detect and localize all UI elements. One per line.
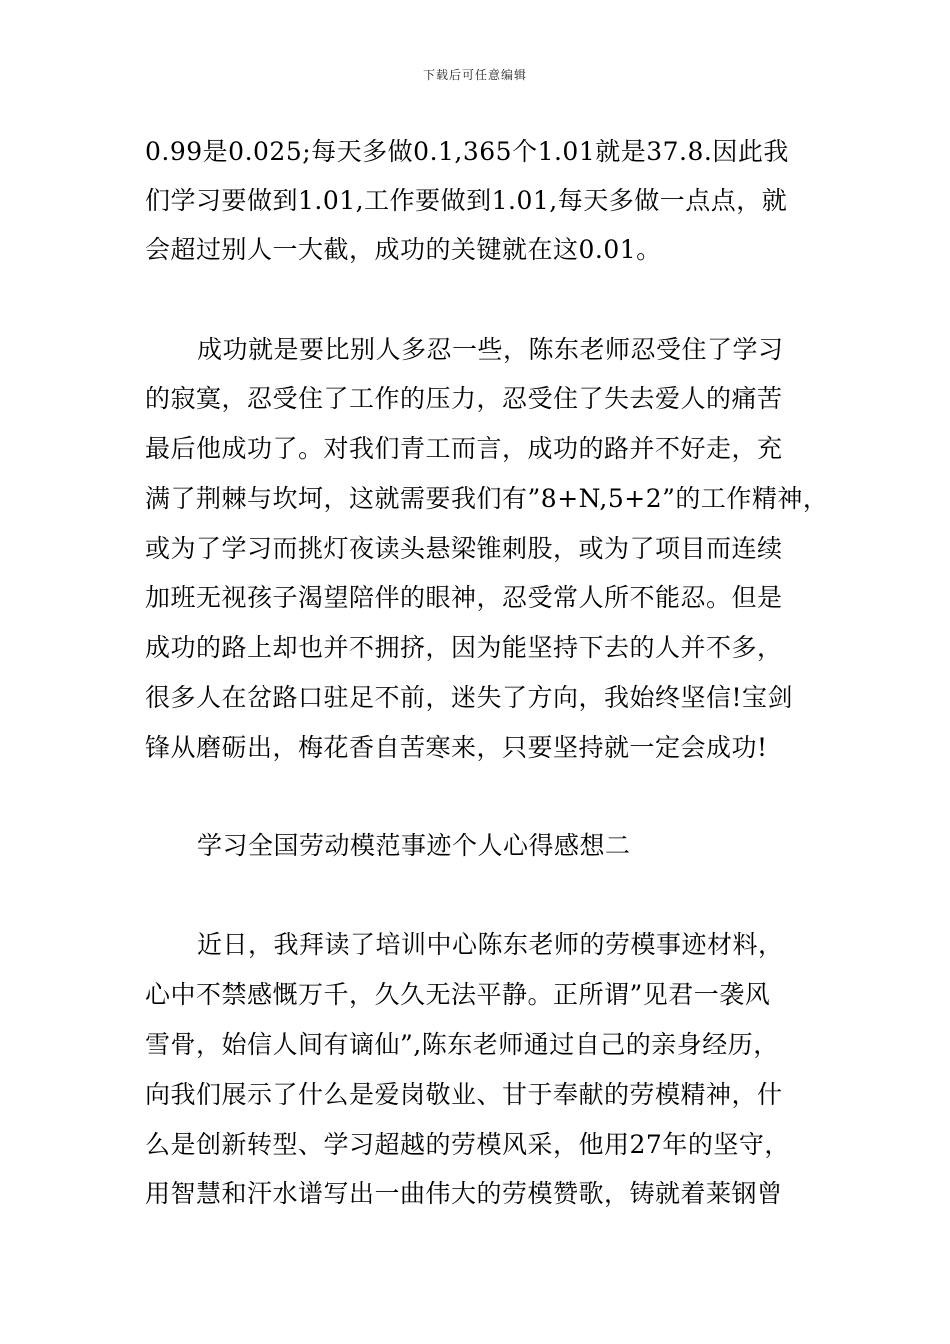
section-heading: 学习全国劳动模范事迹个人心得感想二: [197, 831, 631, 860]
paragraph-line: 雪骨，始信人间有谪仙”,陈东老师通过自己的亲身经历，: [145, 1030, 779, 1059]
paragraph-line: 锋从磨砺出，梅花香自苦寒来，只要坚持就一定会成功!: [145, 733, 768, 762]
paragraph-line: 或为了学习而挑灯夜读头悬梁锥刺股，或为了项目而连续: [145, 534, 783, 563]
paragraph-line: 会超过别人一大截，成功的关键就在这0.01。: [145, 235, 662, 264]
paragraph-line: 成功就是要比别人多忍一些，陈东老师忍受住了学习: [197, 335, 784, 364]
paragraph-line: 很多人在岔路口驻足不前，迷失了方向，我始终坚信!宝剑: [145, 683, 794, 712]
paragraph-line: 用智慧和汗水谱写出一曲伟大的劳模赞歌，铸就着莱钢曾: [145, 1179, 783, 1208]
paragraph-line: 近日，我拜读了培训中心陈东老师的劳模事迹材料，: [197, 930, 784, 959]
paragraph-line: 0.99是0.025;每天多做0.1,365个1.01就是37.8.因此我: [145, 137, 789, 166]
header-note: 下载后可任意编辑: [422, 68, 527, 82]
paragraph-line: 最后他成功了。对我们青工而言，成功的路并不好走，充: [145, 434, 783, 463]
paragraph-line: 么是创新转型、学习超越的劳模风采，他用27年的坚守，: [145, 1130, 790, 1159]
paragraph-line: 成功的路上却也并不拥挤，因为能坚持下去的人并不多，: [145, 633, 783, 662]
paragraph-line: 的寂寞，忍受住了工作的压力，忍受住了失去爱人的痛苦: [145, 384, 783, 413]
paragraph-line: 加班无视孩子渴望陪伴的眼神，忍受常人所不能忍。但是: [145, 583, 783, 612]
paragraph-line: 满了荆棘与坎坷，这就需要我们有”8+N,5+2”的工作精神，: [145, 484, 829, 513]
paragraph-line: 心中不禁感慨万千，久久无法平静。正所谓”见君一袭风: [145, 980, 771, 1009]
paragraph-line: 们学习要做到1.01,工作要做到1.01,每天多做一点点，就: [145, 186, 788, 215]
paragraph-line: 向我们展示了什么是爱岗敬业、甘于奉献的劳模精神，什: [145, 1080, 783, 1109]
